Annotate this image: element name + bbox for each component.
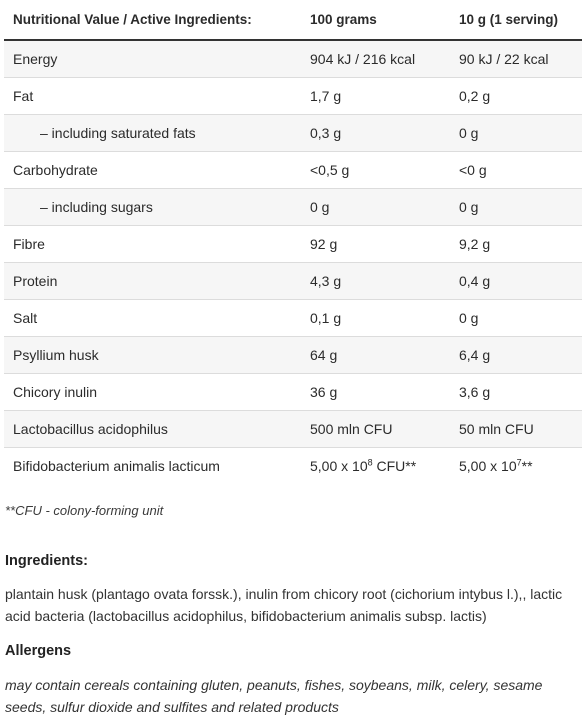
header-per-serving: 10 g (1 serving): [450, 0, 582, 40]
value-per-100g: 4,3 g: [310, 272, 342, 289]
value-per-100g: 36 g: [310, 383, 338, 400]
nutrient-name: Protein: [13, 272, 58, 289]
value-per-100g: 904 kJ / 216 kcal: [310, 50, 416, 67]
nutrition-table: [4, 0, 582, 485]
value-per-serving: 0 g: [459, 198, 479, 215]
header-per-100g: 100 grams: [301, 0, 450, 40]
nutrient-name: – including saturated fats: [40, 124, 196, 141]
table-row: [4, 77, 582, 114]
value-suffix: **: [521, 458, 533, 475]
value-per-100g: [301, 447, 450, 485]
nutrient-name: Energy: [13, 50, 58, 67]
value-per-serving: 50 mln CFU: [459, 420, 534, 437]
value-exponent: 7: [516, 457, 522, 468]
value-per-100g: 500 mln CFU: [310, 420, 393, 437]
table-header-row: [4, 0, 582, 40]
value-base: 5,00 x 10: [310, 458, 368, 475]
allergens-heading: Allergens: [5, 643, 72, 659]
value-per-100g: 0 g: [310, 198, 330, 215]
value-suffix: CFU**: [372, 458, 417, 475]
header-nutrient: Nutritional Value / Active Ingredients:: [4, 0, 301, 40]
value-per-serving: 3,6 g: [459, 383, 491, 400]
nutrient-name: Fibre: [13, 235, 45, 252]
value-base: 5,00 x 10: [459, 458, 517, 475]
table-row: [4, 114, 582, 151]
value-per-100g: 0,1 g: [310, 309, 342, 326]
table-row: [4, 188, 582, 225]
table-row: [4, 262, 582, 299]
table-row: [4, 410, 582, 447]
value-per-serving: 0 g: [459, 124, 479, 141]
value-per-serving: 9,2 g: [459, 235, 491, 252]
nutrient-name: Carbohydrate: [13, 161, 98, 178]
value-exponent: 8: [367, 457, 373, 468]
nutrient-name: Chicory inulin: [13, 383, 98, 400]
nutrient-name: Bifidobacterium animalis lacticum: [13, 458, 220, 475]
value-per-100g: 64 g: [310, 346, 338, 363]
value-per-100g: 1,7 g: [310, 87, 342, 104]
table-row: [4, 299, 582, 336]
value-per-serving: [450, 447, 582, 485]
value-per-100g: 92 g: [310, 235, 338, 252]
nutrient-name: Lactobacillus acidophilus: [13, 420, 168, 437]
table-row: [4, 151, 582, 188]
value-per-serving: <0 g: [459, 161, 487, 178]
value-per-serving: 90 kJ / 22 kcal: [459, 50, 549, 67]
ingredients-text: plantain husk (plantago ovata forssk.), inulin from chicory root (cichorium intybus l.),, lactic acid bacteria (lactobacillus acidophilus, bifidobacterium animalis subsp. lactis): [5, 586, 563, 624]
table-row: [4, 225, 582, 262]
value-per-serving: 6,4 g: [459, 346, 491, 363]
nutrient-name: Salt: [13, 309, 38, 326]
value-per-serving: 0,2 g: [459, 87, 491, 104]
table-row: [4, 373, 582, 410]
value-per-serving: 0,4 g: [459, 272, 491, 289]
value-per-100g: 0,3 g: [310, 124, 342, 141]
value-per-serving: 0 g: [459, 309, 479, 326]
value-per-100g: <0,5 g: [310, 161, 350, 178]
table-row: [4, 447, 582, 485]
nutrient-name: Psyllium husk: [13, 346, 99, 363]
table-row: [4, 40, 582, 77]
allergens-text: may contain cereals containing gluten, peanuts, fishes, soybeans, milk, celery, sesame seeds, sulfur dioxide and sulfites and related products: [5, 677, 543, 715]
nutrient-name: – including sugars: [40, 198, 153, 215]
ingredients-heading: Ingredients:: [5, 553, 88, 569]
cfu-footnote: **CFU - colony-forming unit: [5, 503, 164, 518]
nutrient-name: Fat: [13, 87, 34, 104]
table-row: [4, 336, 582, 373]
